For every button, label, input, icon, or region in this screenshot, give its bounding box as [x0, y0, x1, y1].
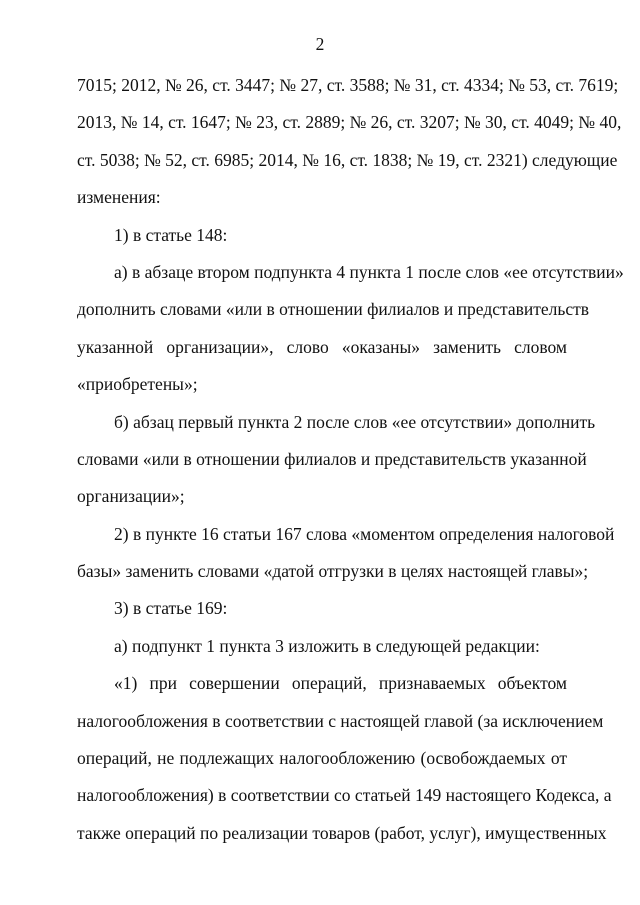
text-line: ст. 5038; № 52, ст. 6985; 2014, № 16, ст. 1838; № 19, ст. 2321) следующие: [77, 149, 618, 170]
text-line: 2) в пункте 16 статьи 167 слова «моментом определения налоговой: [114, 523, 615, 544]
text-line: операций, не подлежащих налогообложению (освобождаемых от: [77, 748, 567, 769]
page-number: 2: [315, 34, 325, 54]
text-line: организации»;: [77, 486, 185, 507]
text-line: а) подпункт 1 пункта 3 изложить в следующей редакции:: [114, 635, 540, 656]
text-line: 1) в статье 148:: [114, 224, 228, 245]
text-line: б) абзац первый пункта 2 после слов «ее отсутствии» дополнить: [114, 411, 596, 432]
text-line: 7015; 2012, № 26, ст. 3447; № 27, ст. 3588; № 31, ст. 4334; № 53, ст. 7619;: [77, 75, 619, 95]
text-line: словами «или в отношении филиалов и представительств указанной: [77, 448, 587, 469]
text-line: 3) в статье 169:: [114, 598, 228, 619]
text-line: налогообложения в соответствии с настоящей главой (за исключением: [77, 710, 604, 731]
text-line: указанной организации», слово «оказаны» заменить словом: [77, 336, 567, 357]
text-line: базы» заменить словами «датой отгрузки в целях настоящей главы»;: [77, 561, 589, 582]
text-line: а) в абзаце втором подпункта 4 пункта 1 после слов «ее отсутствии»: [114, 261, 624, 282]
text-line: изменения:: [77, 187, 161, 208]
text-line: дополнить словами «или в отношении филиалов и представительств: [77, 299, 590, 320]
text-line: также операций по реализации товаров (работ, услуг), имущественных: [77, 822, 607, 843]
document-body: [77, 72, 624, 857]
text-line: «1) при совершении операций, признаваемых объектом: [114, 673, 567, 694]
text-line: налогообложения) в соответствии со статьей 149 настоящего Кодекса, а: [77, 785, 612, 806]
text-line: «приобретены»;: [77, 374, 198, 395]
text-line: 2013, № 14, ст. 1647; № 23, ст. 2889; № 26, ст. 3207; № 30, ст. 4049; № 40,: [77, 112, 622, 133]
